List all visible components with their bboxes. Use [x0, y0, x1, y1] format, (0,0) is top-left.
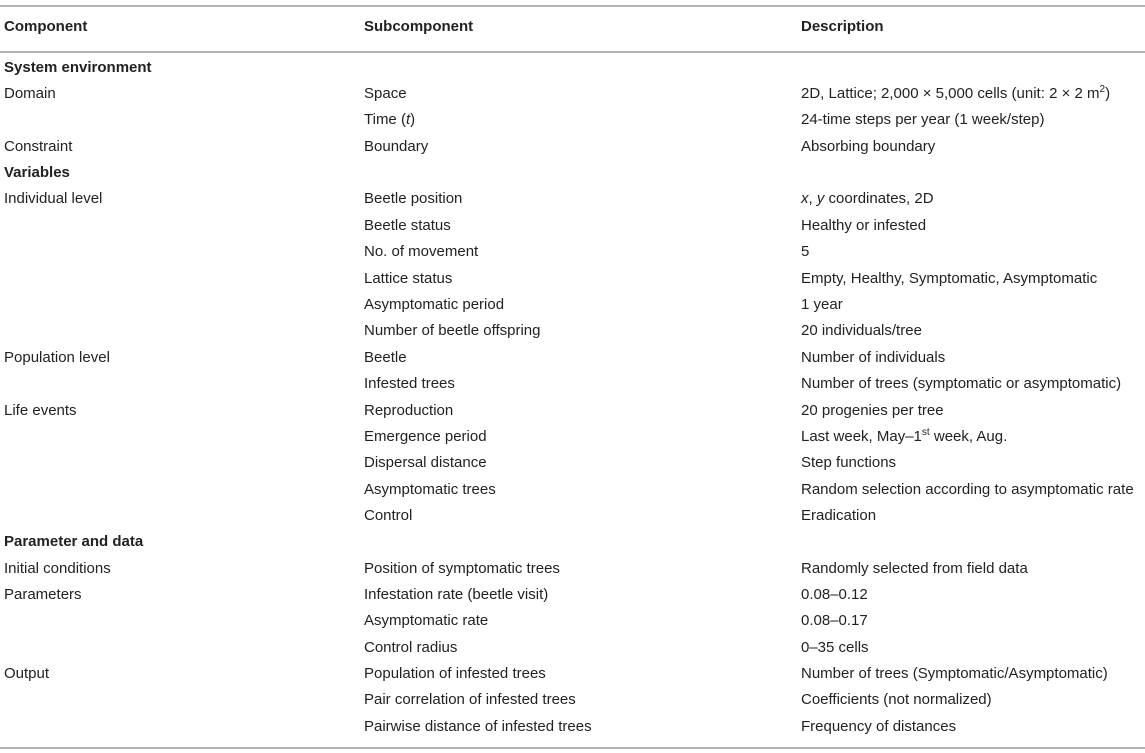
cell-subcomponent: Control radius	[364, 639, 458, 656]
cell-subcomponent: Control	[364, 507, 413, 524]
cell-subcomponent: Dispersal distance	[364, 454, 487, 471]
cell-subcomponent: Pairwise distance of infested trees	[364, 718, 592, 735]
cell-description: Random selection according to asymptomatic rate	[801, 481, 1134, 498]
cell-component: Individual level	[4, 190, 103, 207]
cell-description: Coefficients (not normalized)	[801, 691, 992, 708]
cell-subcomponent: Space	[364, 85, 407, 102]
table-row	[0, 635, 1145, 661]
cell-subcomponent: Reproduction	[364, 402, 454, 419]
cell-subcomponent: Beetle position	[364, 190, 463, 207]
table-row	[0, 134, 1145, 160]
table-row	[0, 556, 1145, 582]
cell-description: 1 year	[801, 296, 843, 313]
table-row	[0, 477, 1145, 503]
section-title: Variables	[4, 164, 70, 181]
cell-description: 20 progenies per tree	[801, 402, 944, 419]
desc-italic-y: y	[816, 190, 825, 207]
cell-component: Parameters	[4, 586, 82, 603]
header-subcomponent: Subcomponent	[364, 18, 474, 35]
desc-text: coordinates, 2D	[824, 190, 934, 207]
cell-subcomponent: Asymptomatic period	[364, 296, 505, 313]
cell-description: 0–35 cells	[801, 639, 869, 656]
header-component: Component	[4, 18, 88, 35]
table-row	[0, 186, 1145, 212]
table-row	[0, 398, 1145, 424]
cell-component: Output	[4, 665, 50, 682]
table-row	[0, 661, 1145, 687]
cell-description	[801, 186, 934, 212]
section-row	[0, 160, 1145, 186]
cell-subcomponent: Beetle status	[364, 217, 451, 234]
table-row	[0, 424, 1145, 450]
cell-description: 24-time steps per year (1 week/step)	[801, 111, 1045, 128]
section-row	[0, 529, 1145, 555]
table-row	[0, 714, 1145, 740]
table-row	[0, 81, 1145, 107]
cell-description: Absorbing boundary	[801, 138, 936, 155]
desc-superscript: 2	[1099, 84, 1106, 95]
subcomp-text: Time (	[364, 111, 406, 128]
cell-description: 20 individuals/tree	[801, 322, 922, 339]
table-row	[0, 450, 1145, 476]
cell-description: Number of trees (Symptomatic/Asymptomatic)	[801, 665, 1108, 682]
cell-subcomponent: Boundary	[364, 138, 429, 155]
table-row	[0, 266, 1145, 292]
cell-subcomponent: Pair correlation of infested trees	[364, 691, 576, 708]
cell-component: Constraint	[4, 138, 73, 155]
cell-description: Eradication	[801, 507, 877, 524]
desc-italic-x: x	[801, 190, 809, 207]
section-title: System environment	[4, 59, 152, 76]
desc-sep: ,	[808, 190, 817, 207]
cell-subcomponent	[364, 107, 415, 133]
cell-subcomponent: Infested trees	[364, 375, 455, 392]
subcomp-italic: t	[405, 111, 411, 128]
table-row	[0, 371, 1145, 397]
cell-description	[801, 424, 1007, 450]
cell-description: Frequency of distances	[801, 718, 957, 735]
cell-subcomponent: Asymptomatic rate	[364, 612, 489, 629]
cell-subcomponent: Emergence period	[364, 428, 487, 445]
top-rule	[0, 5, 1145, 7]
cell-component: Domain	[4, 85, 56, 102]
cell-description	[801, 81, 1110, 107]
table-row	[0, 582, 1145, 608]
cell-subcomponent: Infestation rate (beetle visit)	[364, 586, 549, 603]
cell-subcomponent: Lattice status	[364, 270, 453, 287]
cell-description: Empty, Healthy, Symptomatic, Asymptomatic	[801, 270, 1098, 287]
cell-description: Step functions	[801, 454, 897, 471]
cell-description: Randomly selected from field data	[801, 560, 1028, 577]
header-row	[0, 14, 1145, 40]
cell-description: Number of trees (symptomatic or asymptomatic)	[801, 375, 1122, 392]
header-rule	[0, 51, 1145, 53]
desc-text-after: )	[1105, 85, 1111, 102]
section-title: Parameter and data	[4, 533, 144, 550]
table-row	[0, 608, 1145, 634]
cell-subcomponent: Number of beetle offspring	[364, 322, 541, 339]
table-row	[0, 213, 1145, 239]
cell-component: Life events	[4, 402, 77, 419]
desc-text-after: week, Aug.	[929, 428, 1008, 445]
desc-text: Last week, May–1	[801, 428, 922, 445]
cell-subcomponent: No. of movement	[364, 243, 479, 260]
cell-subcomponent: Beetle	[364, 349, 407, 366]
desc-superscript: st	[921, 427, 930, 438]
cell-description: 5	[801, 243, 810, 260]
table-row	[0, 503, 1145, 529]
cell-subcomponent: Asymptomatic trees	[364, 481, 496, 498]
cell-component: Initial conditions	[4, 560, 111, 577]
subcomp-text-after: )	[410, 111, 416, 128]
bottom-rule	[0, 747, 1145, 749]
cell-description: Number of individuals	[801, 349, 946, 366]
table-row	[0, 107, 1145, 133]
header-description: Description	[801, 18, 884, 35]
table-row	[0, 318, 1145, 344]
table-row	[0, 687, 1145, 713]
table-row	[0, 345, 1145, 371]
desc-text: 2D, Lattice; 2,000 × 5,000 cells (unit: 2 × 2 m	[801, 85, 1100, 102]
cell-description: 0.08–0.17	[801, 612, 868, 629]
cell-description: 0.08–0.12	[801, 586, 868, 603]
section-row	[0, 55, 1145, 81]
table-row	[0, 239, 1145, 265]
cell-component: Population level	[4, 349, 110, 366]
table-row	[0, 292, 1145, 318]
cell-subcomponent: Population of infested trees	[364, 665, 546, 682]
cell-description: Healthy or infested	[801, 217, 927, 234]
cell-subcomponent: Position of symptomatic trees	[364, 560, 560, 577]
